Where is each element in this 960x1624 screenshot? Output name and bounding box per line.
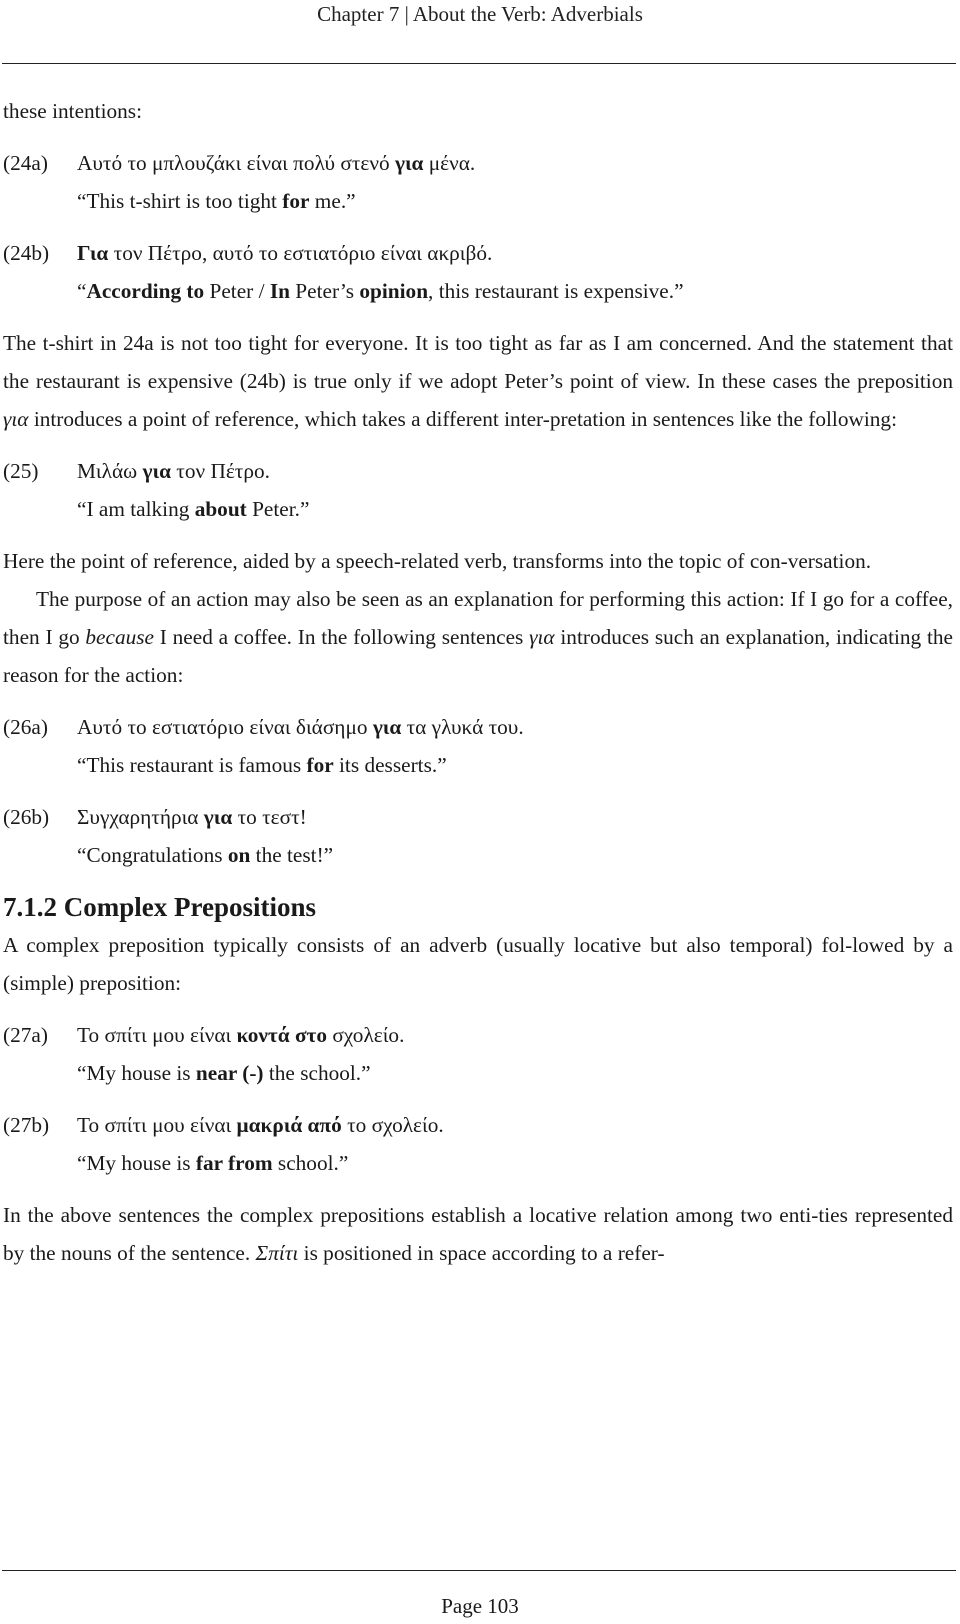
greek-sentence: Το σπίτι μου είναι μακριά από το σχολείο. [77,1113,444,1137]
example-label: (27a) [3,1023,48,1047]
english-translation: “This restaurant is famous for its desserts.” [77,753,447,777]
greek-sentence: Αυτό το μπλουζάκι είναι πολύ στενό για μένα. [77,151,476,175]
paragraph-topic: Here the point of reference, aided by a speech-related verb, transforms into the topic of con-versation. [3,549,872,573]
paragraph-purpose: The purpose of an action may also be seen as an explanation for performing this action: If I go for a coffee, then I go because I need a coffee. In the following sentences για introduces such an explanation, indicating the reason for the action: [3,587,953,687]
page-number: Page 103 [441,1594,519,1618]
footer-rule [2,1570,956,1571]
example-label: (24b) [3,241,50,265]
greek-sentence: Για τον Πέτρο, αυτό το εστιατόριο είναι ακριβό. [77,241,493,265]
english-translation: “Congratulations on the test!” [77,843,334,867]
example-label: (27b) [3,1113,50,1137]
paragraph-reference: The t-shirt in 24a is not too tight for everyone. It is too tight as far as I am concerned. And the statement that the restaurant is expensive (24b) is true only if we adopt Peter’s point of view. In these cases the preposition για introduces a point of reference, which takes a different inter-pretation in sentences like the following: [3,331,953,431]
paragraph-locative: In the above sentences the complex prepositions establish a locative relation among two enti-ties represented by the nouns of the sentence. Σπίτι is positioned in space according to a refer- [3,1203,953,1265]
example-label: (25) [3,459,39,483]
example-26b [3,798,953,874]
english-translation: “According to Peter / In Peter’s opinion, this restaurant is expensive.” [77,279,684,303]
example-24a [3,144,953,220]
example-24b [3,234,953,310]
english-translation: “My house is near (-) the school.” [77,1061,371,1085]
greek-sentence: Το σπίτι μου είναι κοντά στο σχολείο. [77,1023,405,1047]
section-heading: 7.1.2 Complex Prepositions [3,892,317,922]
greek-sentence: Συγχαρητήρια για το τεστ! [77,805,307,829]
example-26a [3,708,953,784]
english-translation: “This t-shirt is too tight for me.” [77,189,356,213]
header-rule [2,63,956,64]
english-translation: “I am talking about Peter.” [77,497,310,521]
paragraph-intro: these intentions: [3,99,143,123]
paragraph-complex-prepositions: A complex preposition typically consists of an adverb (usually locative but also temporal) fol-lowed by a (simple) preposition: [3,933,953,995]
example-label: (24a) [3,151,48,175]
example-label: (26a) [3,715,48,739]
example-27a [3,1016,953,1092]
english-translation: “My house is far from school.” [77,1151,349,1175]
example-label: (26b) [3,805,50,829]
greek-sentence: Αυτό το εστιατόριο είναι διάσημο για τα γλυκά του. [77,715,524,739]
running-head: Chapter 7 | About the Verb: Adverbials [317,2,643,26]
example-25 [3,452,953,528]
example-27b [3,1106,953,1182]
greek-sentence: Μιλάω για τον Πέτρο. [77,459,270,483]
page-body [3,92,953,1272]
